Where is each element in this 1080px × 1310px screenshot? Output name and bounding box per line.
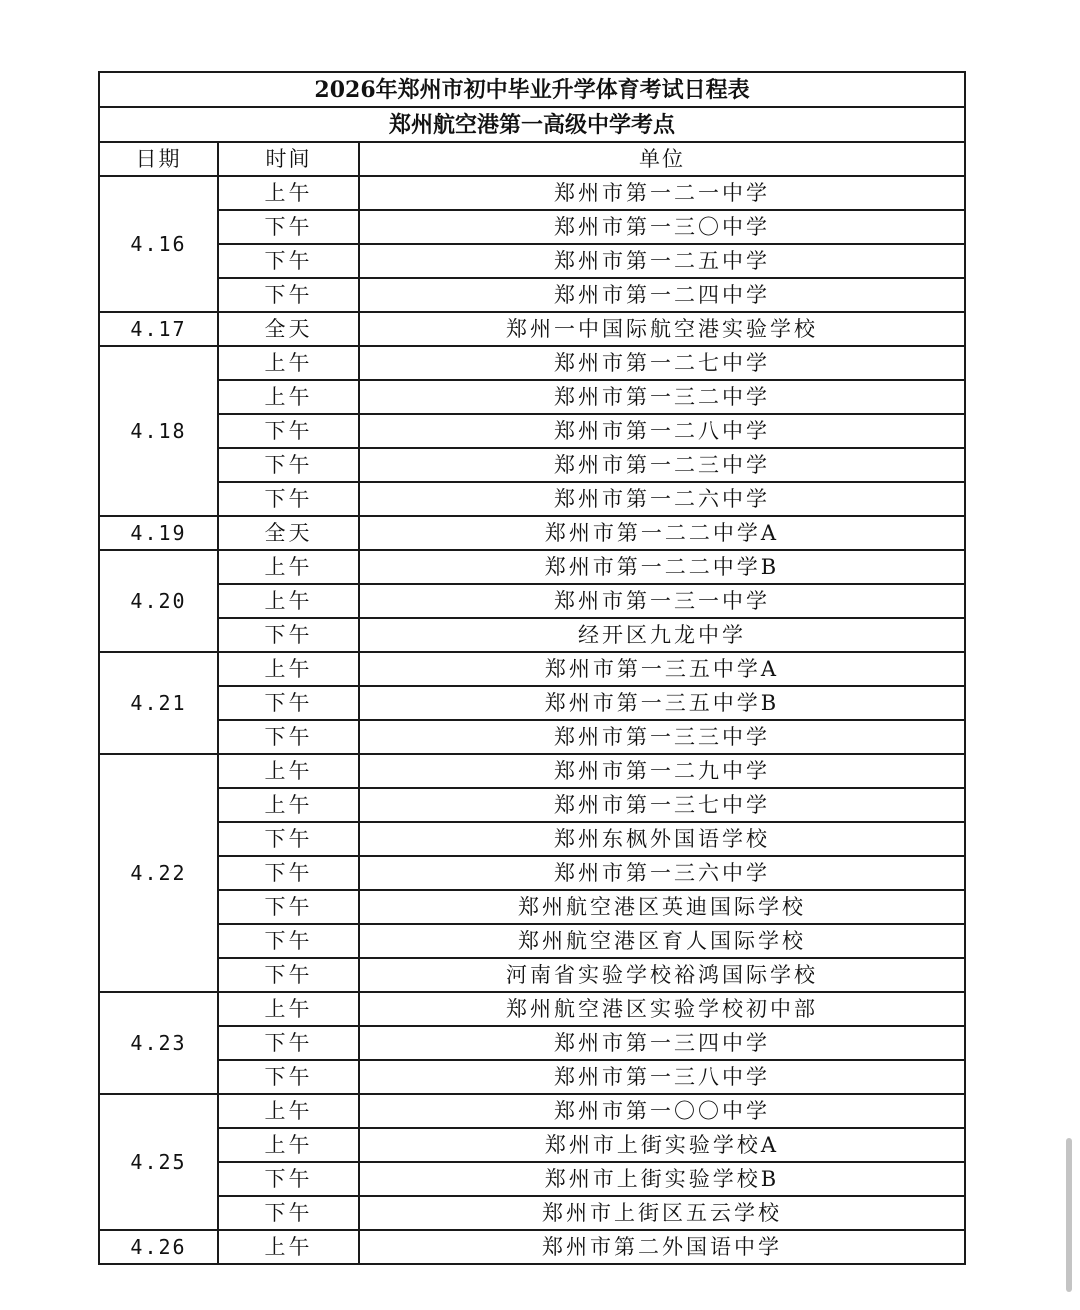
table-row xyxy=(99,516,965,550)
header-row xyxy=(99,142,965,176)
unit-cell: 郑州市上街区五云学校 xyxy=(359,1196,965,1230)
schedule-table xyxy=(98,71,966,1265)
time-cell: 下午 xyxy=(218,856,359,890)
unit-cell: 郑州市第一二二中学A xyxy=(359,516,965,550)
unit-cell: 郑州市第二外国语中学 xyxy=(359,1230,965,1264)
date-cell: 4.21 xyxy=(99,652,218,754)
unit-cell: 郑州市第一二八中学 xyxy=(359,414,965,448)
unit-cell: 郑州航空港区实验学校初中部 xyxy=(359,992,965,1026)
table-row xyxy=(99,278,965,312)
title-row xyxy=(99,72,965,107)
time-cell: 全天 xyxy=(218,312,359,346)
unit-cell: 郑州东枫外国语学校 xyxy=(359,822,965,856)
table-row xyxy=(99,414,965,448)
time-cell: 下午 xyxy=(218,618,359,652)
table-subtitle: 郑州航空港第一高级中学考点 xyxy=(99,107,965,142)
table-row xyxy=(99,448,965,482)
time-cell: 下午 xyxy=(218,244,359,278)
table-row xyxy=(99,244,965,278)
time-cell: 上午 xyxy=(218,992,359,1026)
time-cell: 上午 xyxy=(218,380,359,414)
table-row xyxy=(99,924,965,958)
time-cell: 下午 xyxy=(218,924,359,958)
table-row xyxy=(99,1128,965,1162)
unit-cell: 郑州航空港区育人国际学校 xyxy=(359,924,965,958)
time-cell: 下午 xyxy=(218,448,359,482)
time-cell: 下午 xyxy=(218,958,359,992)
subtitle-row xyxy=(99,107,965,142)
table-row xyxy=(99,1060,965,1094)
date-cell: 4.26 xyxy=(99,1230,218,1264)
table-row xyxy=(99,346,965,380)
time-cell: 下午 xyxy=(218,414,359,448)
unit-cell: 郑州市第一二六中学 xyxy=(359,482,965,516)
date-cell: 4.25 xyxy=(99,1094,218,1230)
table-row xyxy=(99,856,965,890)
time-cell: 下午 xyxy=(218,1026,359,1060)
date-cell: 4.20 xyxy=(99,550,218,652)
table-row xyxy=(99,618,965,652)
unit-cell: 郑州航空港区英迪国际学校 xyxy=(359,890,965,924)
time-cell: 下午 xyxy=(218,1162,359,1196)
time-cell: 上午 xyxy=(218,1094,359,1128)
time-cell: 下午 xyxy=(218,482,359,516)
date-cell: 4.18 xyxy=(99,346,218,516)
table-row xyxy=(99,754,965,788)
time-cell: 全天 xyxy=(218,516,359,550)
unit-cell: 郑州市第一二二中学B xyxy=(359,550,965,584)
table-title: 2026年郑州市初中毕业升学体育考试日程表 xyxy=(99,72,965,107)
table-row xyxy=(99,312,965,346)
table-row xyxy=(99,1026,965,1060)
unit-cell: 郑州市第一二三中学 xyxy=(359,448,965,482)
unit-cell: 郑州市第一三六中学 xyxy=(359,856,965,890)
table-row xyxy=(99,720,965,754)
time-cell: 下午 xyxy=(218,686,359,720)
time-cell: 上午 xyxy=(218,176,359,210)
time-cell: 下午 xyxy=(218,210,359,244)
unit-cell: 郑州市第一三一中学 xyxy=(359,584,965,618)
time-cell: 下午 xyxy=(218,1196,359,1230)
unit-cell: 郑州市第一二五中学 xyxy=(359,244,965,278)
unit-cell: 郑州市第一二九中学 xyxy=(359,754,965,788)
time-cell: 上午 xyxy=(218,1128,359,1162)
time-cell: 下午 xyxy=(218,1060,359,1094)
table-row xyxy=(99,1196,965,1230)
unit-cell: 郑州一中国际航空港实验学校 xyxy=(359,312,965,346)
unit-cell: 郑州市第一三八中学 xyxy=(359,1060,965,1094)
unit-cell: 郑州市第一三二中学 xyxy=(359,380,965,414)
time-cell: 上午 xyxy=(218,346,359,380)
date-cell: 4.22 xyxy=(99,754,218,992)
date-cell: 4.19 xyxy=(99,516,218,550)
unit-cell: 郑州市第一三三中学 xyxy=(359,720,965,754)
time-cell: 上午 xyxy=(218,584,359,618)
unit-cell: 郑州市第一三〇中学 xyxy=(359,210,965,244)
time-cell: 上午 xyxy=(218,754,359,788)
table-row xyxy=(99,584,965,618)
date-cell: 4.16 xyxy=(99,176,218,312)
time-cell: 上午 xyxy=(218,788,359,822)
unit-cell: 郑州市第一二四中学 xyxy=(359,278,965,312)
unit-cell: 郑州市上街实验学校A xyxy=(359,1128,965,1162)
table-row xyxy=(99,550,965,584)
table-row xyxy=(99,380,965,414)
time-cell: 下午 xyxy=(218,822,359,856)
table-row xyxy=(99,788,965,822)
time-cell: 上午 xyxy=(218,652,359,686)
scrollbar-thumb[interactable] xyxy=(1066,1138,1072,1292)
time-cell: 上午 xyxy=(218,1230,359,1264)
table-row xyxy=(99,1230,965,1264)
table-row xyxy=(99,958,965,992)
unit-cell: 河南省实验学校裕鸿国际学校 xyxy=(359,958,965,992)
unit-cell: 郑州市第一三七中学 xyxy=(359,788,965,822)
time-cell: 下午 xyxy=(218,720,359,754)
table-row xyxy=(99,652,965,686)
unit-cell: 郑州市第一三四中学 xyxy=(359,1026,965,1060)
unit-cell: 经开区九龙中学 xyxy=(359,618,965,652)
header-date: 日期 xyxy=(99,142,218,176)
time-cell: 下午 xyxy=(218,278,359,312)
unit-cell: 郑州市第一二七中学 xyxy=(359,346,965,380)
table-row xyxy=(99,686,965,720)
table-row xyxy=(99,890,965,924)
date-cell: 4.17 xyxy=(99,312,218,346)
time-cell: 下午 xyxy=(218,890,359,924)
unit-cell: 郑州市第一三五中学B xyxy=(359,686,965,720)
table-row xyxy=(99,992,965,1026)
time-cell: 上午 xyxy=(218,550,359,584)
unit-cell: 郑州市第一〇〇中学 xyxy=(359,1094,965,1128)
date-cell: 4.23 xyxy=(99,992,218,1094)
table-row xyxy=(99,1162,965,1196)
table-row xyxy=(99,822,965,856)
table-row xyxy=(99,482,965,516)
header-time: 时间 xyxy=(218,142,359,176)
table-row xyxy=(99,176,965,210)
table-row xyxy=(99,1094,965,1128)
header-unit: 单位 xyxy=(359,142,965,176)
unit-cell: 郑州市第一二一中学 xyxy=(359,176,965,210)
unit-cell: 郑州市上街实验学校B xyxy=(359,1162,965,1196)
table-row xyxy=(99,210,965,244)
unit-cell: 郑州市第一三五中学A xyxy=(359,652,965,686)
